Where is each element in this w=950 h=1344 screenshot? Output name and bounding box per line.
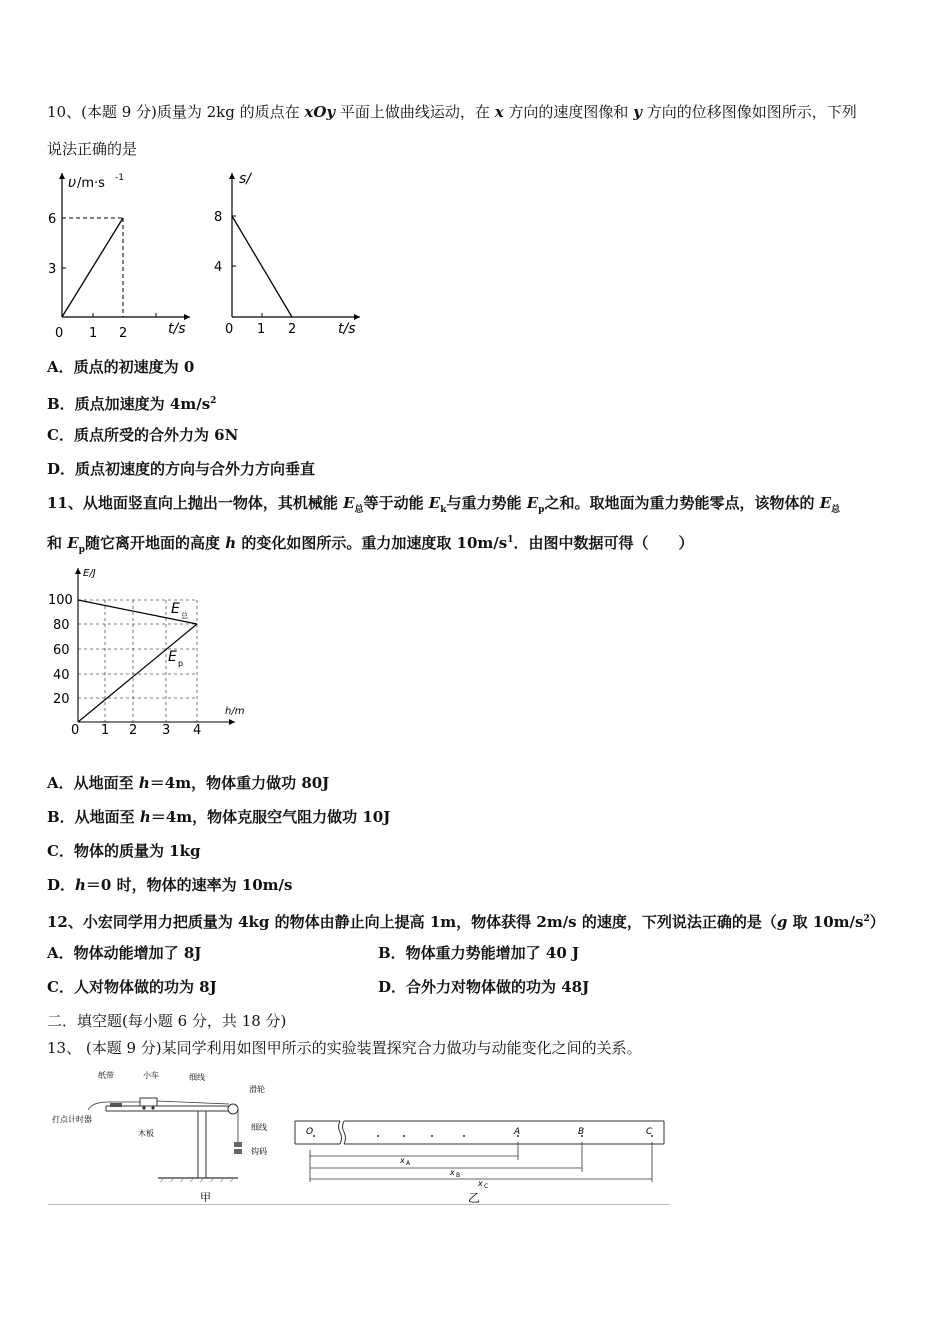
label-pulley: 滑轮 [249, 1085, 265, 1094]
section-title: 二．填空题(每小题 6 分，共 18 分) [47, 1012, 287, 1030]
e-potential-label-sub: p [178, 659, 184, 668]
v-xtick: 1 [89, 326, 98, 341]
q10-option-c: C．质点所受的合外力为 6N [47, 426, 239, 444]
label-a: A [514, 1127, 521, 1137]
q12-option-b: B．物体重力势能增加了 40 J [378, 944, 580, 962]
v-ytick: 3 [48, 262, 57, 277]
e-ylabel: E/J [83, 568, 96, 579]
e-ytick: 60 [53, 643, 70, 658]
velocity-line [62, 218, 123, 317]
q11-energy-graph [45, 562, 255, 742]
q11-option-b: B．从地面至 h＝4m，物体克服空气阻力做功 10J [47, 808, 391, 826]
label-xb-sub: B [456, 1172, 461, 1179]
q11-option-a: A．从地面至 h＝4m，物体重力做功 80J [47, 774, 330, 792]
label-board: 木板 [138, 1129, 154, 1138]
q13-figure-apparatus [48, 1062, 293, 1207]
label-o: O [306, 1127, 314, 1137]
q10-stem-line2: 说法正确的是 [47, 140, 138, 158]
v-axis-exp: -1 [115, 173, 124, 183]
label-car: 小车 [143, 1071, 159, 1080]
q10-option-a: A．质点的初速度为 0 [47, 358, 195, 376]
e-ytick: 40 [53, 668, 70, 683]
e-xtick: 4 [193, 723, 202, 738]
e-xtick: 2 [129, 723, 138, 738]
e-xlabel: h/m [225, 706, 245, 717]
v-axis-var: υ [68, 175, 77, 191]
q12-option-a: A．物体动能增加了 8J [47, 944, 202, 962]
q12-option-c: C．人对物体做的功为 8J [47, 978, 217, 996]
label-timer: 打点计时器 [52, 1115, 92, 1124]
label-weight: 钩码 [251, 1147, 267, 1156]
displacement-line [232, 216, 292, 317]
v-xtick: 0 [55, 326, 64, 341]
v-axis-unit: /m·s [77, 176, 105, 191]
e-xtick: 3 [162, 723, 171, 738]
q10-stem-line1: 10、(本题 9 分)质量为 2kg 的质点在 xOy 平面上做曲线运动，在 x 方向的速度图像和 y 方向的位移图像如图所示，下列 [47, 103, 857, 121]
q10-displacement-graph [210, 165, 370, 345]
v-xlabel: t/s [168, 321, 186, 337]
e-ytick: 20 [53, 692, 70, 707]
q10-option-b: B．质点加速度为 $4m/s^2$ [47, 395, 217, 413]
s-ytick: 8 [214, 210, 223, 225]
caption-yi: 乙 [468, 1191, 481, 1205]
label-xc: x [478, 1179, 483, 1188]
s-ylabel: s/ [239, 171, 252, 187]
s-xtick: 2 [288, 322, 297, 337]
q13-stem: 13、 (本题 9 分)某同学利用如图甲所示的实验装置探究合力做功与动能变化之间的关系。 [47, 1039, 642, 1057]
e-potential-label: E [168, 649, 177, 665]
v-xtick: 2 [119, 326, 128, 341]
label-xb: x [450, 1168, 455, 1177]
label-c: C [646, 1127, 653, 1137]
e-potential-line [78, 624, 197, 722]
s-xtick: 0 [225, 322, 234, 337]
s-xtick: 1 [257, 322, 266, 337]
q11-stem-line1: 11、从地面竖直向上抛出一物体，其机械能 $E_总$等于动能 $E_k$与重力势能 $E_p$之和。取地面为重力势能零点，该物体的 $E_总$ [47, 494, 841, 515]
label-xa: x [400, 1156, 405, 1165]
s-xlabel: t/s [338, 321, 356, 337]
e-xtick: 0 [71, 723, 80, 738]
pulley [228, 1104, 238, 1114]
e-ytick: 100 [48, 593, 73, 608]
q11-option-d: D．h＝0 时，物体的速率为 10m/s [47, 876, 293, 894]
q12-option-d: D．合外力对物体做的功为 48J [378, 978, 590, 996]
car [140, 1098, 157, 1106]
label-paper: 纸带 [98, 1071, 114, 1080]
caption-jia: 甲 [200, 1191, 211, 1204]
label-string: 细线 [189, 1073, 205, 1082]
e-ytick: 80 [53, 618, 70, 633]
q13-figure-tape [292, 1112, 674, 1207]
e-total-label-sub: 总 [181, 612, 188, 620]
figure-divider [48, 1204, 670, 1205]
label-b: B [578, 1127, 585, 1137]
label-string2: 细线 [251, 1123, 267, 1132]
e-xtick: 1 [101, 723, 110, 738]
v-ytick: 6 [48, 212, 57, 227]
label-xc-sub: C [484, 1183, 489, 1190]
s-ytick: 4 [214, 260, 223, 275]
q11-option-c: C．物体的质量为 1kg [47, 842, 201, 860]
q10-option-d: D．质点初速度的方向与合外力方向垂直 [47, 460, 316, 478]
label-xa-sub: A [406, 1160, 411, 1167]
q11-stem-line2: 和 $E_p$随它离开地面的高度 h 的变化如图所示。重力加速度取 $10m/s^1$．由图中数据可得（ ） [47, 534, 694, 555]
timer [110, 1103, 122, 1107]
q12-stem: 12、小宏同学用力把质量为 4kg 的物体由静止向上提高 1m，物体获得 2m/s 的速度，下列说法正确的是（g 取 $10m/s^2$） [47, 913, 885, 931]
q10-velocity-graph [40, 165, 200, 345]
e-total-label: E [171, 601, 180, 617]
